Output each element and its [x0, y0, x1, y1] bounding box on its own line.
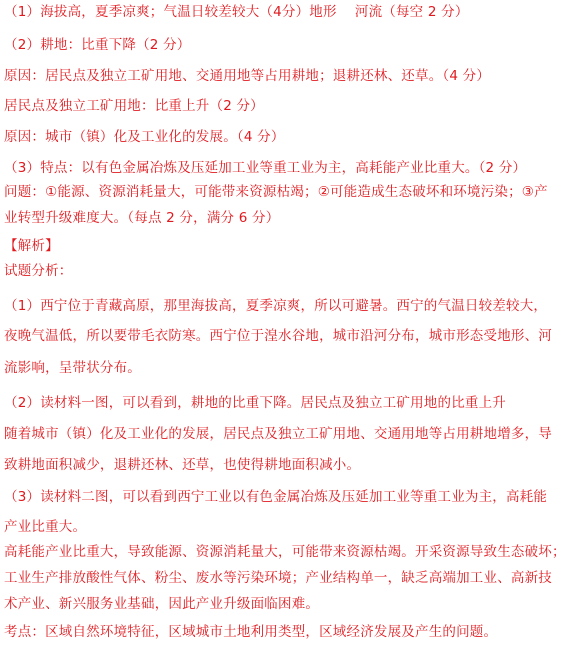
- answer-line-4: 居民点及独立工矿用地：比重上升（2 分）: [4, 98, 264, 114]
- answer-line-2: （2）耕地：比重下降（2 分）: [4, 37, 191, 53]
- analysis-line-2: 夜晚气温低，所以要带毛衣防寒。西宁位于湟水谷地，城市沿河分布，城市形态受地形、河: [4, 328, 552, 344]
- analysis-line-3: 流影响，呈带状分布。: [4, 360, 141, 376]
- answer-line-7: 问题：①能源、资源消耗量大，可能带来资源枯竭；②可能造成生态破坏和环境污染；③产: [4, 184, 548, 200]
- analysis-line-8: 产业比重大。: [4, 519, 87, 535]
- analysis-line-10: 工业生产排放酸性气体、粉尘、废水等污染环境；产业结构单一，缺乏高端加工业、高新技: [4, 570, 552, 586]
- answer-line-5: 原因：城市（镇）化及工业化的发展。（4 分）: [4, 129, 285, 145]
- analysis-line-4: （2）读材料一图，可以看到，耕地的比重下降。居民点及独立工矿用地的比重上升: [4, 395, 506, 411]
- analysis-line-9: 高耗能产业比重大，导致能源、资源消耗量大，可能带来资源枯竭。开采资源导致生态破坏；: [4, 544, 566, 560]
- analysis-line-6: 致耕地面积减少，退耕还林、还草，也使得耕地面积减小。: [4, 457, 361, 473]
- answer-line-6: （3）特点：以有色金属冶炼及压延加工业等重工业为主，高耗能产业比重大。（2 分）: [4, 160, 527, 176]
- answer-line-8: 业转型升级难度大。（每点 2 分，满分 6 分）: [4, 210, 280, 226]
- knowledge-points-line: 考点：区域自然环境特征，区域城市土地利用类型，区域经济发展及产生的问题。: [4, 624, 498, 640]
- analysis-intro: 试题分析：: [4, 263, 73, 279]
- analysis-line-7: （3）读材料二图，可以看到西宁工业以有色金属冶炼及压延加工业等重工业为主，高耗能: [4, 489, 548, 505]
- analysis-line-5: 随着城市（镇）化及工业化的发展，居民点及独立工矿用地、交通用地等占用耕地增多，导: [4, 426, 552, 442]
- answer-line-1: （1）海拔高，夏季凉爽；气温日较差较大（4分）地形 河流（每空 2 分）: [4, 4, 469, 20]
- analysis-line-11: 术产业、新兴服务业基础，因此产业升级面临困难。: [4, 596, 320, 612]
- analysis-heading: 【解析】: [4, 238, 59, 254]
- analysis-line-1: （1）西宁位于青藏高原，那里海拔高，夏季凉爽，所以可避暑。西宁的气温日较差较大，: [4, 298, 548, 314]
- answer-line-3: 原因：居民点及独立工矿用地、交通用地等占用耕地；退耕还林、还草。（4 分）: [4, 68, 491, 84]
